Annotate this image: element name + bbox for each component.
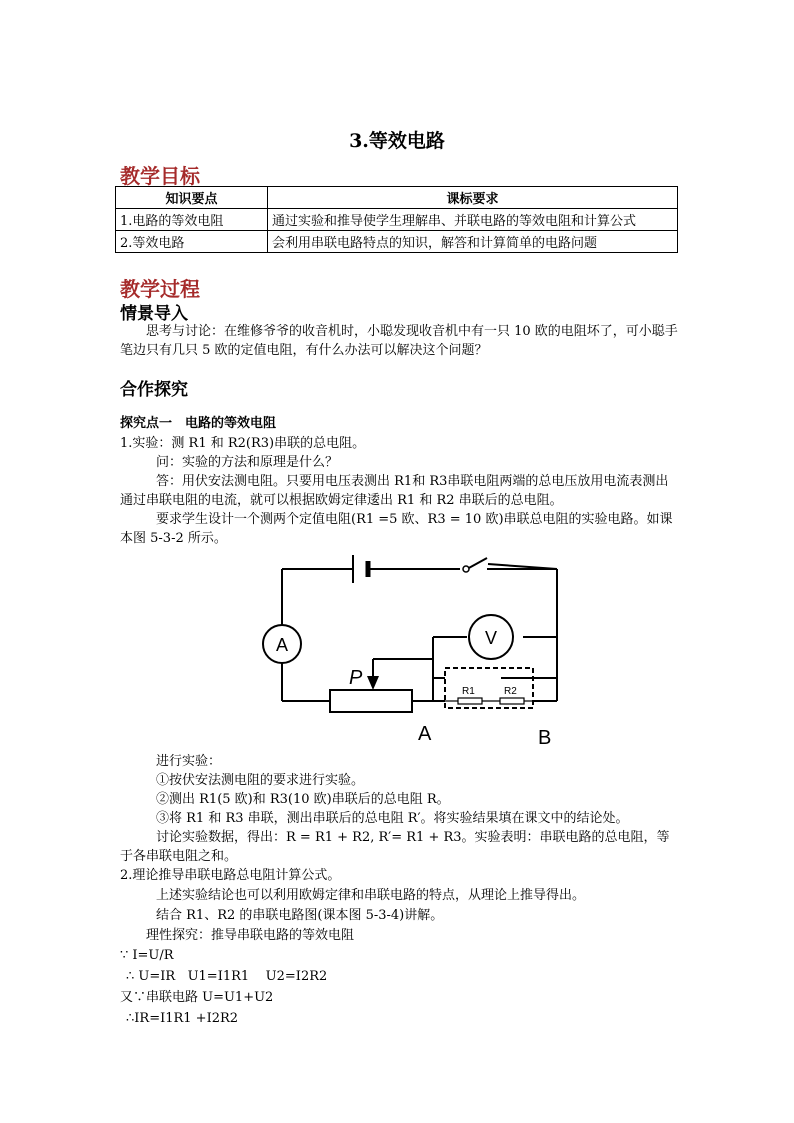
circuit-diagram — [255, 552, 585, 752]
voltmeter-label: V — [484, 628, 498, 648]
design-paragraph: 要求学生设计一个测两个定值电阻(R1 =5 欧、R3 = 10 欧)串联总电阻的实验电路。如课本图 5-3-2 所示。 — [120, 512, 673, 546]
table-cell: 2.等效电路 — [116, 231, 268, 253]
point1-heading: 探究点一 电路的等效电阻 — [120, 416, 277, 431]
table-header-cell: 课标要求 — [268, 187, 678, 209]
r1-label: R1 — [462, 686, 475, 697]
rational-inquiry: 理性探究：推导串联电路的等效电阻 — [146, 928, 355, 943]
discussion-paragraph: 讨论实验数据，得出：R = R1 + R2, R′= R1 + R3。实验表明：串联电路的总电阻，等于各串联电阻之和。 — [120, 830, 670, 864]
derive-text-2: 结合 R1、R2 的串联电路图(课本图 5-3-4)讲解。 — [156, 908, 444, 923]
page-title: 3.等效电路 — [349, 130, 445, 152]
rheostat-body — [330, 690, 412, 712]
equation-3: 又∵串联电路 U=U1+U2 — [120, 990, 274, 1005]
goals-table — [115, 186, 678, 253]
table-row — [116, 209, 678, 231]
ammeter-icon — [263, 625, 301, 663]
ammeter-label: A — [275, 635, 289, 655]
resistor-r1 — [458, 698, 482, 704]
equation-4: ∴IR=I1R1 +I2R2 — [126, 1011, 239, 1026]
intro-paragraph: 思考与讨论：在维修爷爷的收音机时，小聪发现收音机中有一只 10 欧的电阻坏了，可小聪手笔边只有几只 5 欧的定值电阻，有什么办法可以解决这个问题？ — [120, 324, 678, 358]
table-cell: 通过实验和推导使学生理解串、并联电路的等效电阻和计算公式 — [268, 209, 678, 231]
point-b-label: B — [538, 727, 552, 749]
r2-label: R2 — [504, 686, 517, 697]
table-cell: 会利用串联电路特点的知识，解答和计算简单的电路问题 — [268, 231, 678, 253]
coop-heading: 合作探究 — [120, 380, 188, 400]
experiment-line: 1.实验：测 R1 和 R2(R3)串联的总电阻。 — [120, 436, 366, 451]
switch-contact — [463, 566, 469, 572]
teaching-goals-heading: 教学目标 — [120, 164, 200, 188]
resistor-r2 — [500, 698, 524, 704]
voltmeter-icon — [469, 615, 513, 659]
intro-heading: 情景导入 — [120, 304, 188, 324]
derive-text-1: 上述实验结论也可以利用欧姆定律和串联电路的特点，从理论上推导得出。 — [156, 888, 586, 903]
equation-2: ∴ U=IR U1=I1R1 U2=I2R2 — [126, 969, 328, 984]
rheostat-label: P — [349, 667, 363, 689]
teaching-process-heading: 教学过程 — [120, 277, 200, 301]
equation-1: ∵ I=U/R — [120, 948, 174, 963]
table-header-row — [116, 187, 678, 209]
procedure-heading: 进行实验： — [156, 754, 222, 769]
rheostat-slider-arrow — [367, 676, 379, 690]
table-cell: 1.电路的等效电阻 — [116, 209, 268, 231]
step-1: ①按伏安法测电阻的要求进行实验。 — [156, 773, 365, 788]
table-header-cell: 知识要点 — [116, 187, 268, 209]
answer-paragraph: 答：用伏安法测电阻。只要用电压表测出 R1和 R3串联电阻两端的总电压放用电流表测出通过串联电阻的电流，就可以根据欧姆定律逶出 R1 和 R2 串联后的总电阻。 — [120, 474, 669, 508]
question-line: 问：实验的方法和原理是什么？ — [156, 455, 339, 470]
step-3: ③将 R1 和 R3 串联，测出串联后的总电阻 R′。将实验结果填在课文中的结论处。 — [156, 811, 629, 826]
table-row — [116, 231, 678, 253]
point-a-label: A — [418, 723, 432, 745]
step-2: ②测出 R1(5 欧)和 R3(10 欧)串联后的总电阻 R。 — [156, 792, 450, 807]
derive-heading: 2.理论推导串联电路总电阻计算公式。 — [120, 868, 341, 883]
